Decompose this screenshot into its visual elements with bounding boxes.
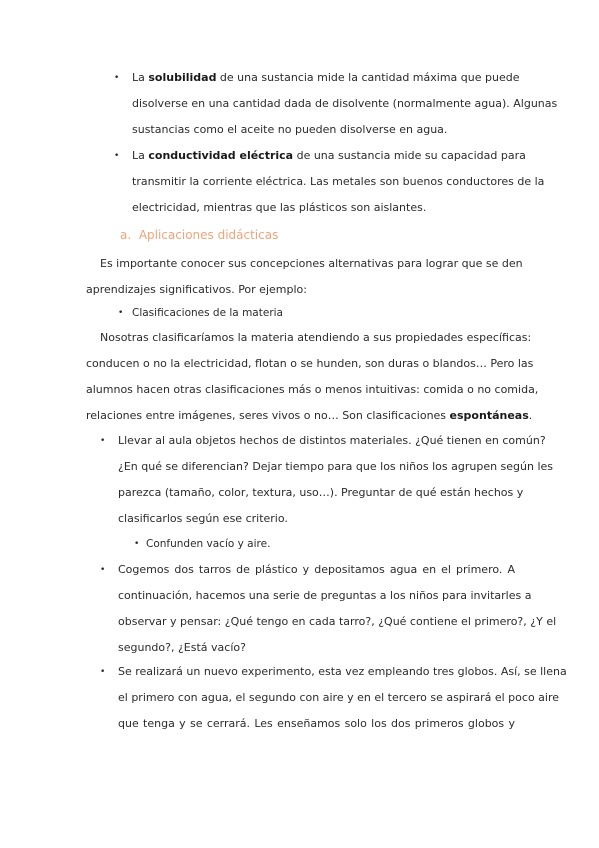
activity2-line-4: segundo?, ¿Está vacío? — [118, 641, 246, 654]
intro-line-1: Es importante conocer sus concepciones alternativas para lograr que se den — [100, 257, 523, 270]
subitem-empty-air: Confunden vacío y aire. — [146, 538, 271, 550]
bullet-icon: • — [114, 151, 120, 161]
keyword-conductividad: conductividad eléctrica — [148, 149, 294, 162]
heading-number: a. — [120, 228, 132, 242]
bullet-icon: • — [100, 565, 106, 575]
activity1-line-1: Llevar al aula objetos hechos de distintos materiales. ¿Qué tienen en común? — [118, 434, 546, 447]
text: . — [528, 409, 533, 422]
bullet-icon: • — [114, 73, 120, 83]
keyword-solubilidad: solubilidad — [148, 71, 217, 84]
bullet-icon: • — [100, 436, 106, 446]
activity1-line-2: ¿En qué se diferencian? Dejar tiempo para que los niños los agrupen según les — [118, 460, 554, 473]
text: de una sustancia mide la cantidad máxima que puede — [216, 71, 520, 84]
classification-line-2: conducen o no la electricidad, flotan o se hunden, son duras o blandos… Pero las — [86, 357, 534, 370]
classification-line-1: Nosotras clasificaríamos la materia atendiendo a sus propiedades específicas: — [100, 331, 532, 344]
solubility-line-2: disolverse en una cantidad dada de disolvente (normalmente agua). Algunas — [132, 97, 558, 110]
intro-line-2: aprendizajes significativos. Por ejemplo: — [86, 283, 307, 296]
section-heading — [120, 227, 278, 243]
activity1-line-3: parezca (tamaño, color, textura, uso…). Preguntar de qué están hechos y — [118, 486, 524, 499]
text: de una sustancia mide su capacidad para — [293, 149, 526, 162]
activity2-line-3: observar y pensar: ¿Qué tengo en cada tarro?, ¿Qué contiene el primero?, ¿Y el — [118, 615, 557, 628]
activity2-line-2: continuación, hacemos una serie de preguntas a los niños para invitarles a — [118, 589, 532, 602]
classification-line-3: alumnos hacen otras clasificaciones más o menos intuitivas: comida o no comida, — [86, 383, 539, 396]
bullet-icon: • — [118, 308, 124, 318]
bullet-icon: • — [100, 667, 106, 677]
bullet-icon: • — [134, 539, 140, 549]
conductivity-line-2: transmitir la corriente eléctrica. Las metales son buenos conductores de la — [132, 175, 545, 188]
text: La — [132, 149, 149, 162]
solubility-line-3: sustancias como el aceite no pueden disolverse en agua. — [132, 123, 448, 136]
solubility-line-1 — [132, 70, 520, 86]
activity2-line-1: Cogemos dos tarros de plástico y depositamos agua en el primero. A — [118, 563, 515, 576]
activity3-line-3: que tenga y se cerrará. Les enseñamos solo los dos primeros globos y — [118, 717, 515, 730]
heading-title: Aplicaciones didácticas — [138, 228, 279, 242]
classification-line-4 — [86, 408, 532, 424]
subitem-classifications: Clasificaciones de la materia — [132, 307, 283, 319]
activity3-line-2: el primero con agua, el segundo con aire y en el tercero se aspirará el poco aire — [118, 691, 560, 704]
text: La — [132, 71, 149, 84]
activity3-line-1: Se realizará un nuevo experimento, esta vez empleando tres globos. Así, se llena — [118, 665, 567, 678]
activity1-line-4: clasificarlos según ese criterio. — [118, 512, 288, 525]
text: relaciones entre imágenes, seres vivos o no… Son clasificaciones — [86, 409, 450, 422]
conductivity-line-3: electricidad, mientras que las plásticos son aislantes. — [132, 201, 427, 214]
conductivity-line-1 — [132, 148, 526, 164]
keyword-espontaneas: espontáneas — [449, 409, 529, 422]
